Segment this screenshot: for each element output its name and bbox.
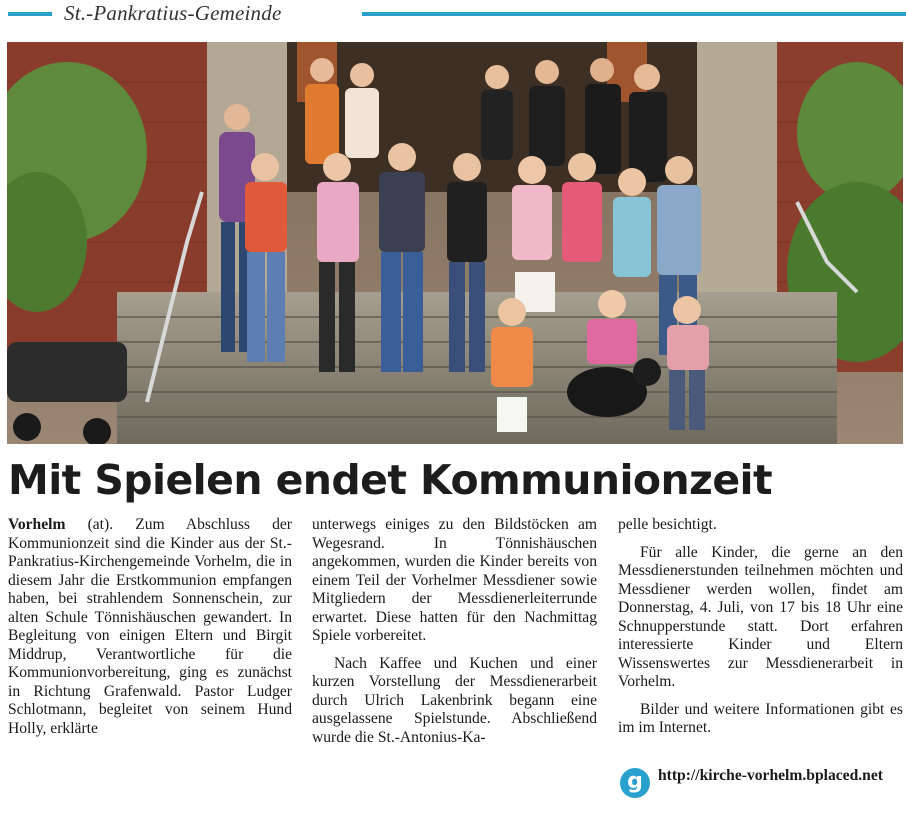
- paragraph: Für alle Kinder, die gerne an den Messdienerstunden teilnehmen möchten und Messdiener werden wollen, findet am Donnerstag, 4. Juli, von 17 bis 18 Uhr eine Schnupperstunde statt. Dort erfahren interessierte Kinder und Eltern Wissenswertes zur Messdienerarbeit in Vorhelm.: [618, 543, 903, 691]
- article-headline: Mit Spielen endet Kommunionzeit: [8, 456, 772, 504]
- globe-g-icon: g: [620, 768, 650, 798]
- paragraph: unterwegs einiges zu den Bildstöcken am Wegesrand. In Tönnishäuschen angekommen, wurden die Kinder bereits von einem Teil der Vorhelmer Messdiener sowie Mitgliedern der Messdienerleiterrunde erwartet. Diese hatten für den Nachmittag Spiele vorbereitet.: [312, 516, 597, 645]
- paragraph: [8, 516, 292, 739]
- paragraph: pelle besichtigt.: [618, 516, 717, 533]
- header-rule-right: [362, 12, 906, 16]
- paragraph: Bilder und weitere Informationen gibt es im im Internet.: [618, 700, 903, 737]
- article-column-3: [618, 516, 903, 738]
- paragraph-text: (at). Zum Abschluss der Kommunionzeit sind die Kinder aus der St.-Pankratius-Kirchengemeinde Vorhelm, die in diesem Jahr die Erstkommunion empfangen haben, bei strahlendem Sonnenschein, zur alten Schule Tönnishäuschen gewandert. In Begleitung von einigen Eltern und Birgit Middrup, Verantwortliche für die Kommunionvorbereitung, ging es zunächst in Richtung Grafenwald. Pastor Ludger Schlotmann, begleitet von seinem Hund Holly, erklärte: [8, 516, 292, 738]
- group-photo: [7, 42, 903, 444]
- article-column-2: [312, 516, 597, 748]
- dateline: Vorhelm: [8, 516, 66, 533]
- web-link-block: [620, 764, 906, 812]
- paragraph: Nach Kaffee und Kuchen und einer kurzen Vorstellung der Messdienerarbeit durch Ulrich Lakenbrink begann eine ausgelassene Spielstunde. Abschließend wurde die St.-Antonius-Ka-: [312, 654, 597, 747]
- section-title: St.-Pankratius-Gemeinde: [64, 1, 282, 25]
- article-column-1: [8, 516, 292, 739]
- header-rule-left: [8, 12, 52, 16]
- section-header: [0, 0, 906, 30]
- website-link[interactable]: http://kirche-vorhelm.bplaced.net: [658, 767, 883, 784]
